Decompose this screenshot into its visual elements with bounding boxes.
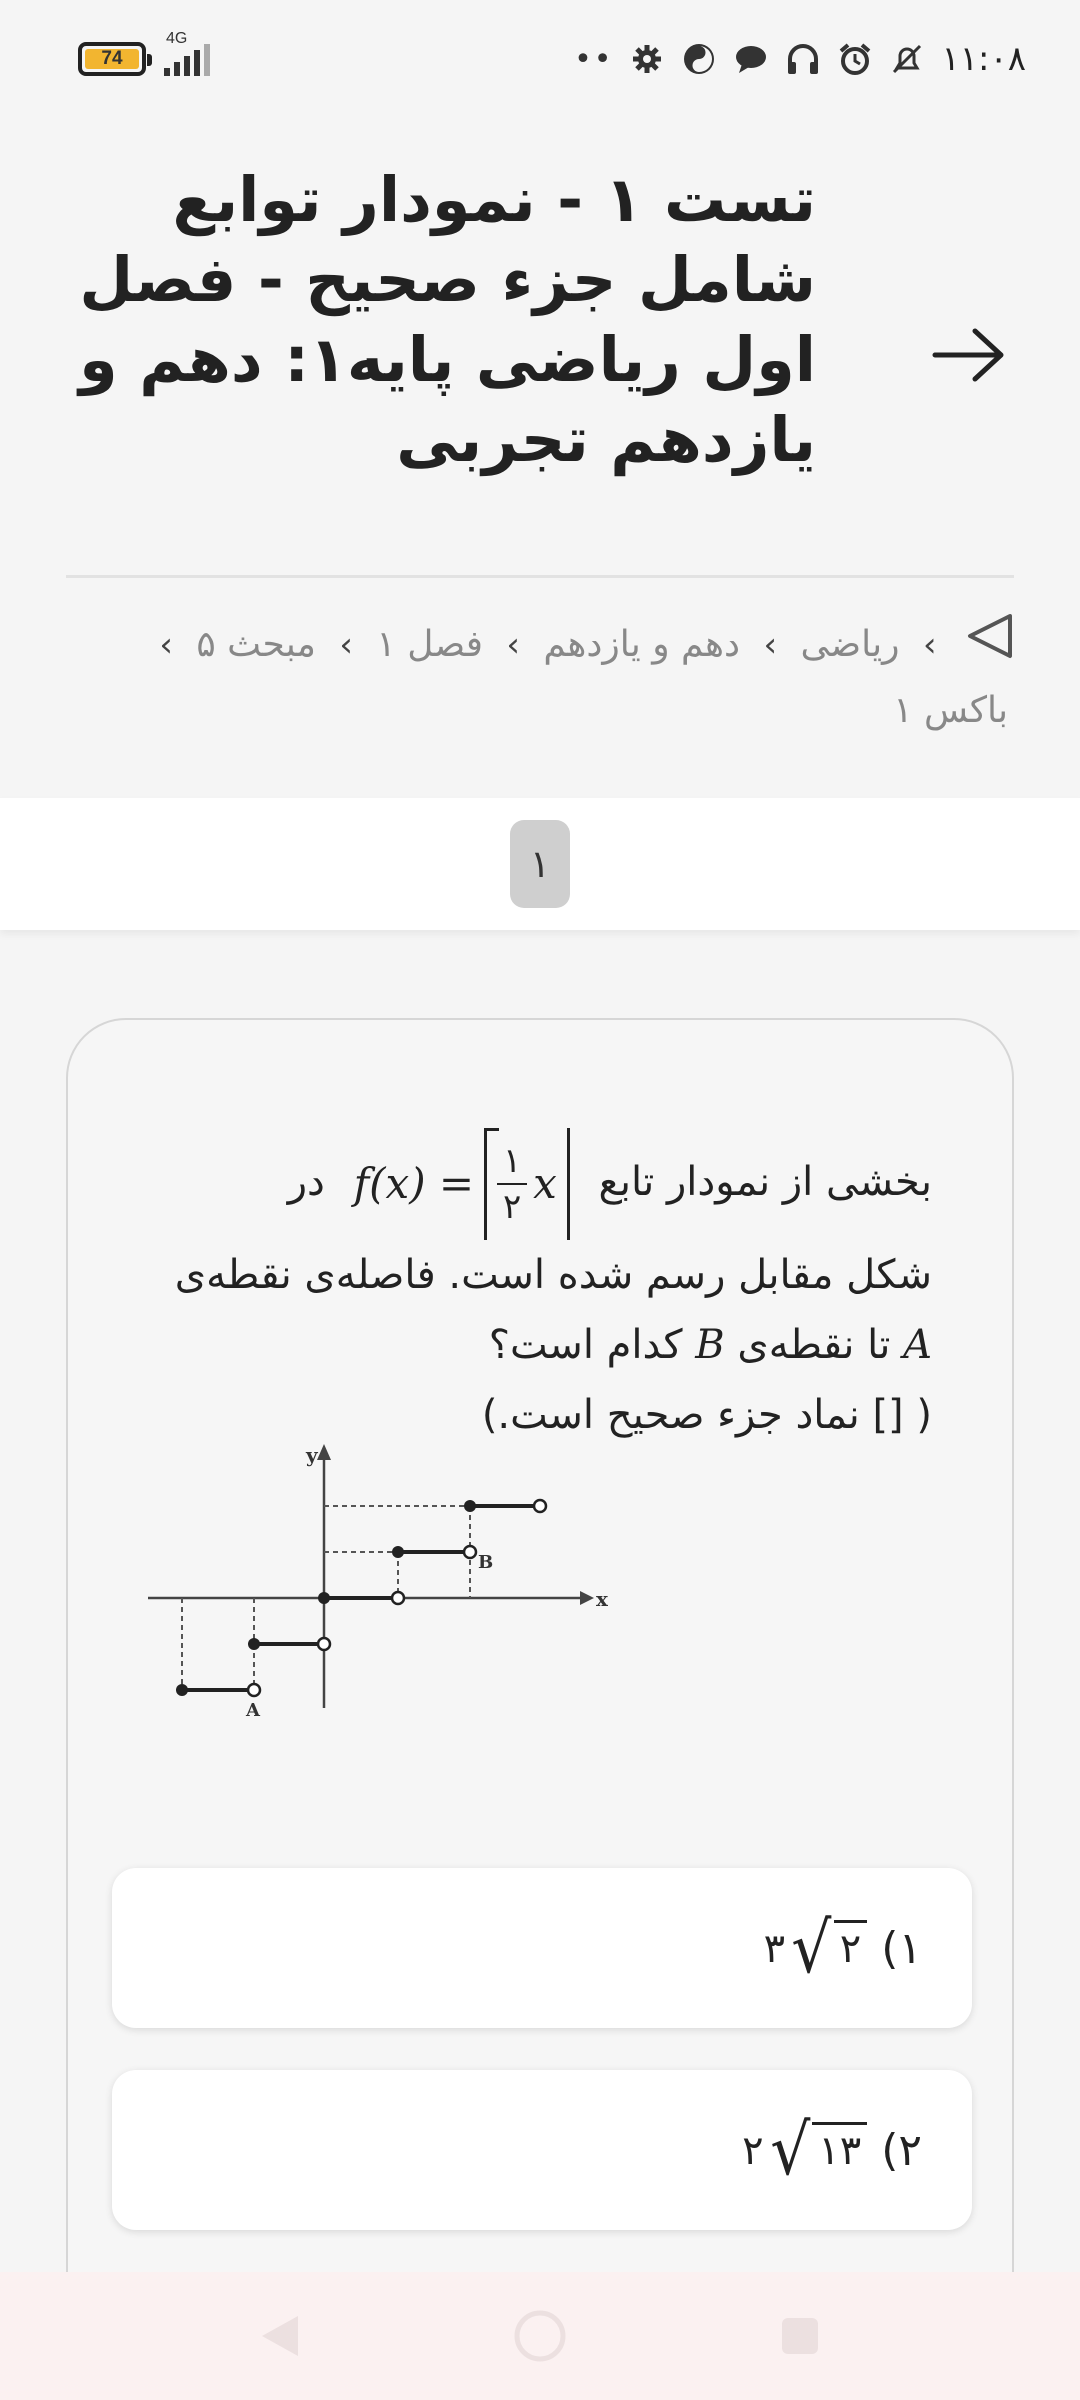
- sqrt-icon: √: [769, 2109, 810, 2191]
- option-number: ۱): [881, 1922, 922, 1974]
- triangle-back-icon: [258, 2312, 302, 2360]
- point-a-label: A: [246, 1700, 260, 1721]
- radical-expression: [742, 2109, 867, 2191]
- option-number: ۲): [881, 2124, 922, 2176]
- breadcrumb-separator: ›: [922, 624, 937, 665]
- step-function-graph: [148, 1440, 608, 1760]
- question-to-word: تا نقطه‌ی: [737, 1322, 891, 1368]
- question-line-1: [132, 1128, 932, 1240]
- y-axis-label: y: [306, 1443, 318, 1467]
- question-number-button[interactable]: ۱: [510, 820, 570, 908]
- floor-symbol: []: [872, 1392, 904, 1438]
- breadcrumb-separator: ›: [339, 624, 353, 665]
- point-b-symbol: B: [695, 1322, 725, 1368]
- option-label: [742, 2070, 922, 2230]
- question-intro: بخشی از نمودار تابع: [598, 1159, 932, 1205]
- point-b-label: B: [478, 1552, 494, 1573]
- note-open-paren: (: [916, 1392, 932, 1438]
- question-which: کدام است؟: [488, 1322, 683, 1368]
- app-logo-icon: [681, 41, 717, 77]
- gear-icon: [629, 41, 665, 77]
- answer-option-2[interactable]: [112, 2070, 972, 2230]
- breadcrumb: [88, 610, 1014, 741]
- function-variable: x: [533, 1159, 557, 1208]
- play-icon[interactable]: [964, 610, 1014, 681]
- signal-icon: [164, 30, 210, 76]
- graph-svg: [148, 1440, 608, 1760]
- function-formula: [354, 1128, 570, 1240]
- answer-option-1[interactable]: [112, 1868, 972, 2028]
- option-label: [764, 1868, 922, 2028]
- breadcrumb-item-math[interactable]: ریاضی: [800, 623, 900, 665]
- headphones-icon: [785, 41, 821, 77]
- bell-off-icon: [889, 41, 925, 77]
- y-axis-arrow-icon: [317, 1444, 331, 1460]
- breadcrumb-item-topic[interactable]: مبحث ۵: [196, 623, 316, 665]
- battery-icon: [78, 42, 146, 76]
- arrow-right-icon: [929, 325, 1009, 385]
- question-after-func: در: [287, 1159, 325, 1205]
- sqrt-icon: √: [791, 1907, 832, 1989]
- clock: ۱۱:۰۸: [941, 39, 1026, 79]
- breadcrumb-separator: ›: [763, 624, 778, 665]
- status-right: [574, 39, 1026, 79]
- breadcrumb-separator: ›: [159, 624, 173, 665]
- breadcrumb-item-chapter[interactable]: فصل ۱: [376, 623, 483, 665]
- function-lhs: f(x) =: [353, 1159, 475, 1208]
- x-axis-label: x: [596, 1587, 608, 1611]
- point-a-symbol: A: [903, 1322, 932, 1368]
- radicand: ۱۳: [812, 2122, 867, 2177]
- square-recents-icon: [778, 2314, 822, 2358]
- header-divider: [66, 575, 1014, 578]
- breadcrumb-separator: ›: [506, 624, 520, 665]
- radical-expression: [763, 1907, 868, 1989]
- network-type: 4G: [166, 30, 188, 47]
- breadcrumb-item-box[interactable]: باکس ۱: [893, 690, 1008, 731]
- nav-back-button[interactable]: [250, 2306, 310, 2366]
- more-notifications-dots: ••: [574, 41, 614, 77]
- status-bar: [0, 0, 1080, 118]
- radical-coefficient: ۳: [763, 1926, 786, 1972]
- note-text: نماد جزء صحیح است.): [481, 1392, 860, 1438]
- page-title: تست ۱ - نمودار توابع شامل جزء صحیح - فصل اول ریاضی پایه۱: دهم و یازدهم تجربی: [79, 163, 816, 476]
- fraction-numerator: ۱: [502, 1141, 522, 1181]
- nav-home-button[interactable]: [510, 2306, 570, 2366]
- question-number-strip: [0, 798, 1080, 930]
- circle-home-icon: [512, 2308, 568, 2364]
- x-axis-arrow-icon: [580, 1591, 594, 1605]
- page-header: [66, 160, 1014, 570]
- fraction-denominator: ۲: [502, 1187, 522, 1227]
- breadcrumb-item-grade[interactable]: دهم و یازدهم: [543, 623, 741, 665]
- question-line-2: شکل مقابل رسم شده است. فاصله‌ی نقطه‌ی: [174, 1252, 932, 1298]
- floor-bracket: [484, 1128, 570, 1240]
- fraction: [497, 1141, 527, 1227]
- system-nav-bar: [0, 2272, 1080, 2400]
- question-text: [132, 1128, 932, 1450]
- nav-recents-button[interactable]: [770, 2306, 830, 2366]
- radical-coefficient: ۲: [742, 2128, 764, 2174]
- status-left: [78, 30, 210, 76]
- chat-icon: [733, 41, 769, 77]
- radicand: ۲: [834, 1920, 867, 1975]
- question-line-3: [132, 1310, 932, 1380]
- alarm-icon: [837, 41, 873, 77]
- question-card: [66, 1018, 1014, 2400]
- back-button[interactable]: [924, 310, 1014, 400]
- battery-level: 74: [85, 49, 139, 69]
